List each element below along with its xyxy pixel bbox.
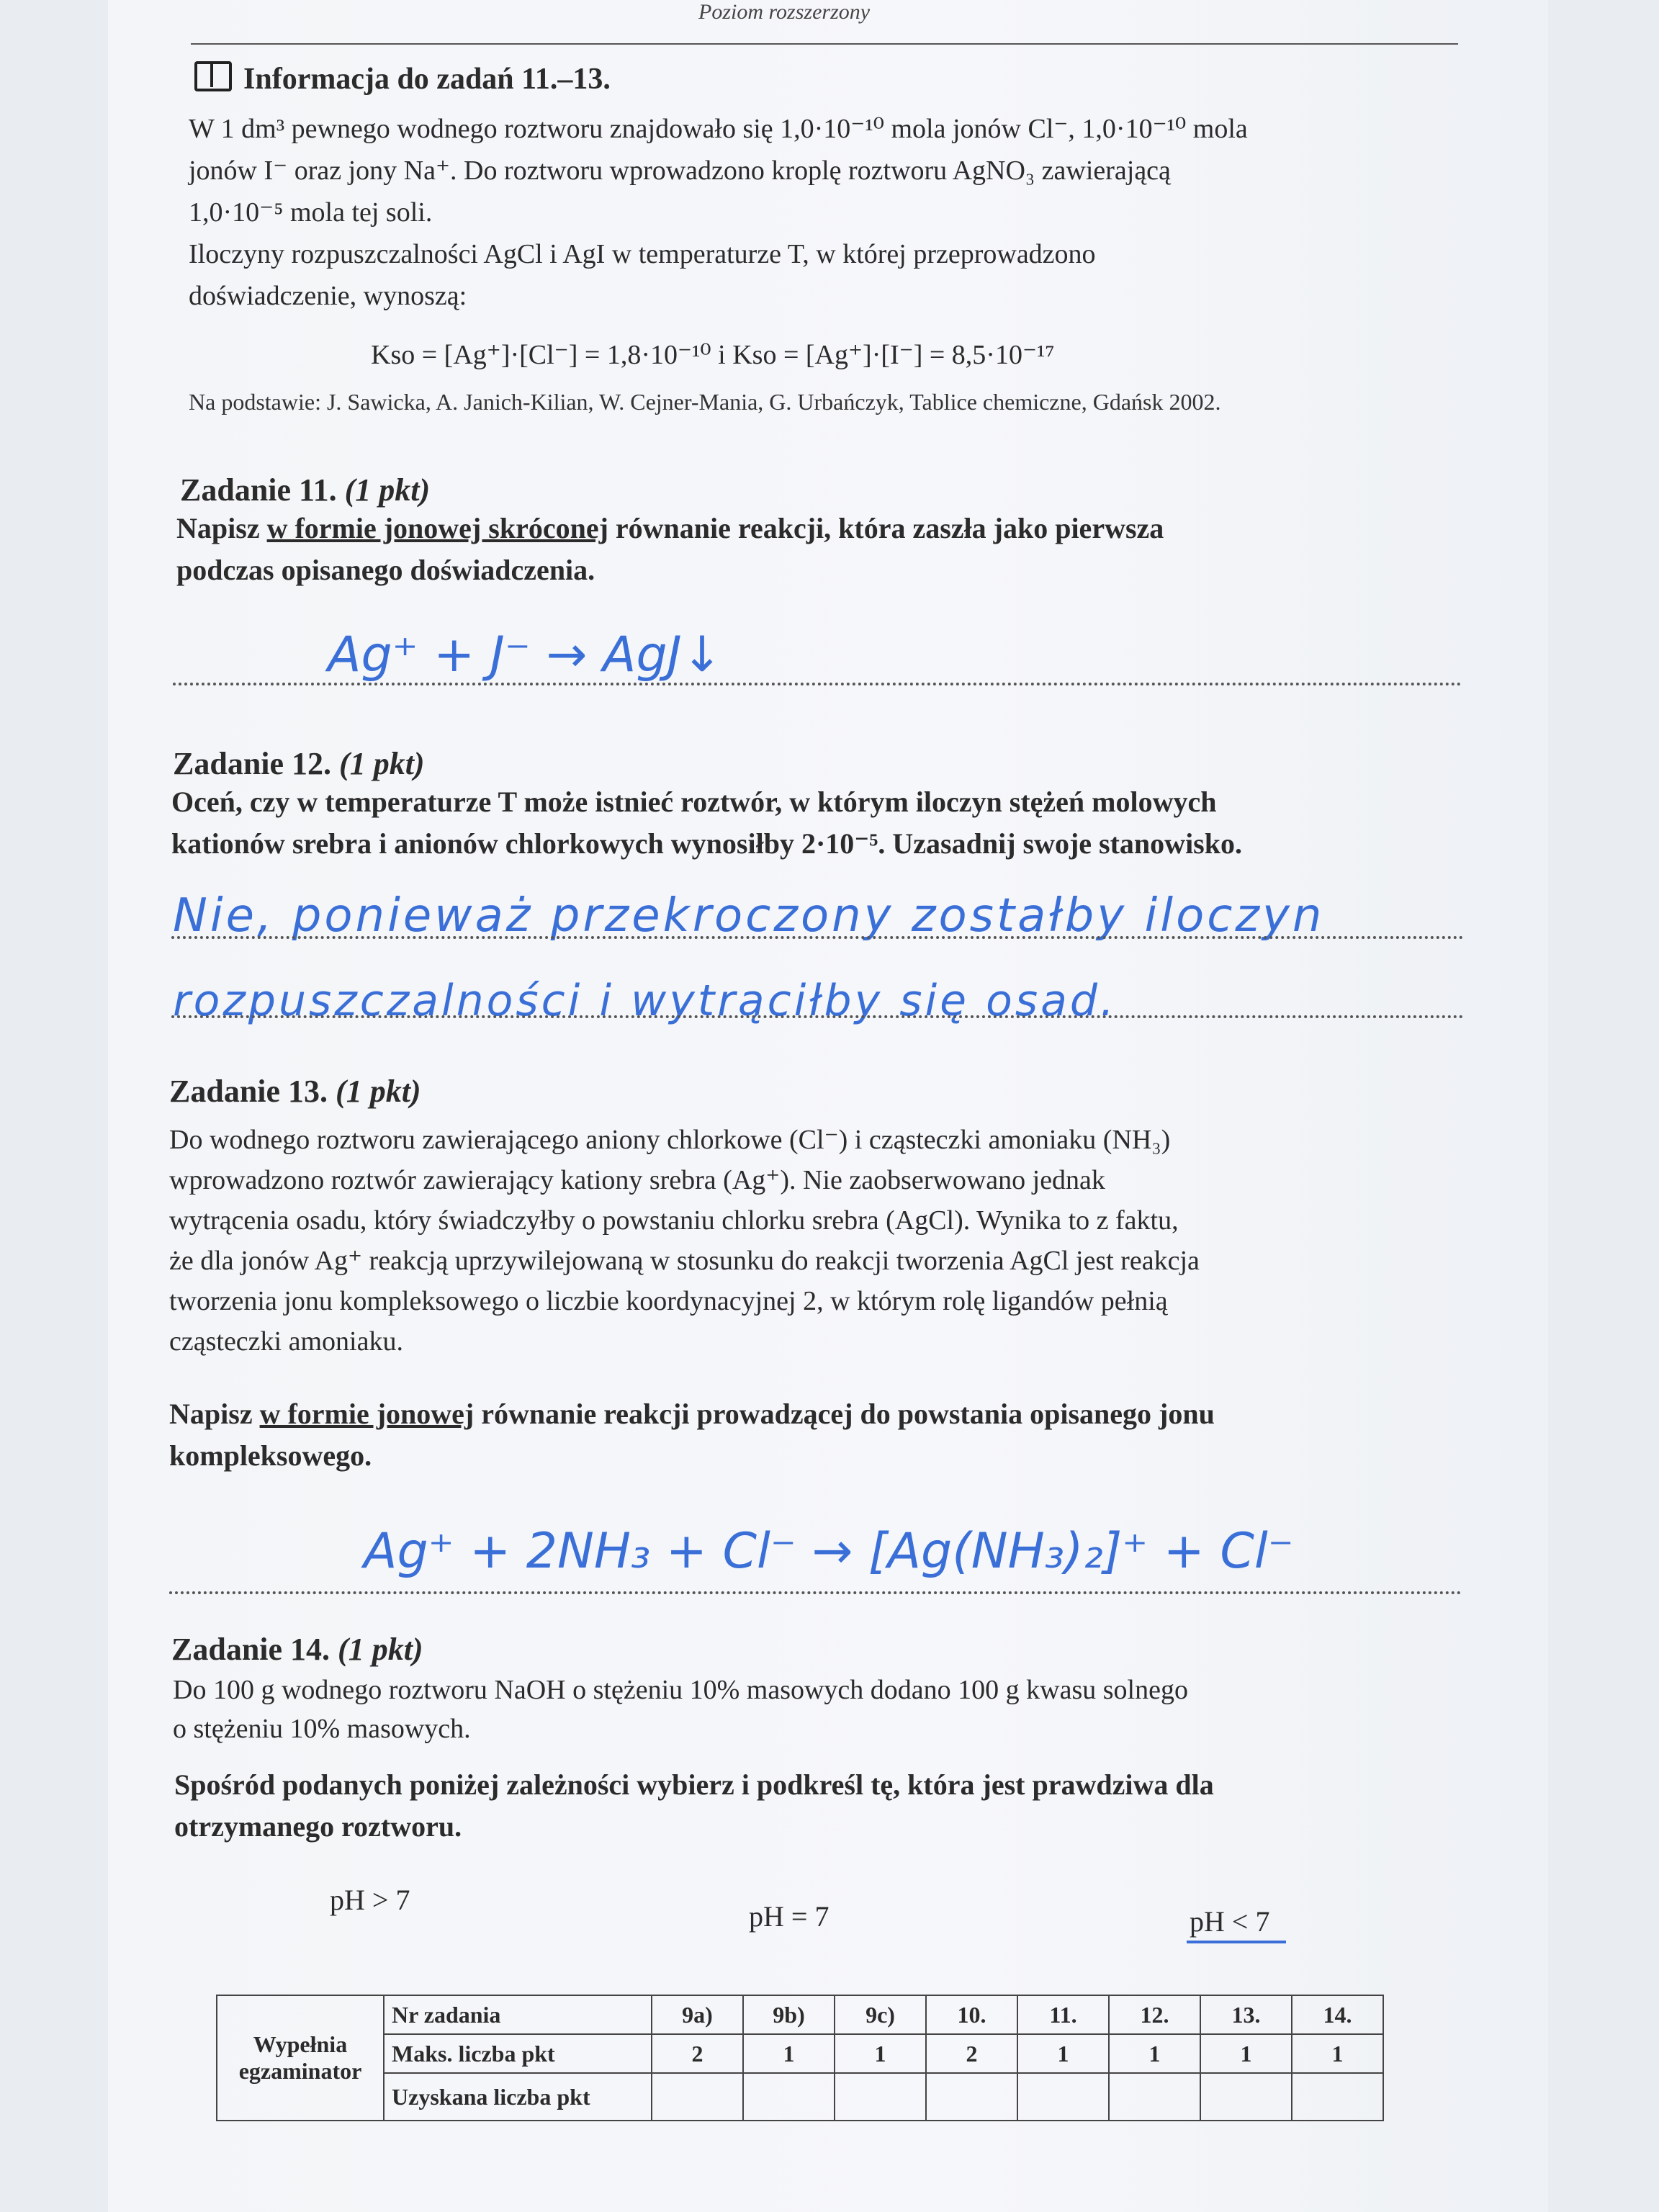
info-line-4: Iloczyny rozpuszczalności AgCl i AgI w temperaturze T, w której przeprowadzono — [189, 239, 1096, 269]
task12-answer-line2: rozpuszczalności i wytrąciłby się osad. — [173, 976, 1118, 1026]
info-line-5: doświadczenie, wynoszą: — [189, 281, 467, 311]
obtained-points-cell[interactable] — [743, 2073, 835, 2121]
task13-answer: Ag⁺ + 2NH₃ + Cl⁻ → [Ag(NH₃)₂]⁺ + Cl⁻ — [364, 1523, 1294, 1580]
option-ph-greater[interactable]: pH > 7 — [330, 1884, 410, 1916]
obtained-points-cell[interactable] — [926, 2073, 1017, 2121]
task13-number: Zadanie 13. — [169, 1074, 328, 1109]
task12-answer-line-1[interactable] — [171, 936, 1464, 939]
info-title — [194, 61, 611, 96]
task14-points: (1 pkt) — [338, 1632, 423, 1667]
task11-number: Zadanie 11. — [180, 472, 337, 508]
task14-question — [174, 1764, 1463, 1848]
info-text — [189, 108, 1456, 317]
max-points-cell: 1 — [835, 2034, 926, 2073]
row-label-max: Maks. liczba pkt — [384, 2034, 652, 2073]
task12-question — [171, 781, 1464, 865]
obtained-points-cell[interactable] — [652, 2073, 743, 2121]
examiner-label-2: egzaminator — [238, 2058, 362, 2084]
obtained-points-cell[interactable] — [835, 2073, 926, 2121]
task11-question — [176, 508, 1462, 591]
task11-answer: Ag⁺ + J⁻ → AgJ↓ — [328, 626, 723, 683]
task13-q-post: równanie reakcji prowadzącej do powstania opisanego jonu — [474, 1398, 1215, 1430]
option-ph-equal[interactable]: pH = 7 — [749, 1900, 830, 1933]
task13-line-3: wytrącenia osadu, który świadczyłby o powstaniu chlorku srebra (AgCl). Wynika to z faktu, — [169, 1205, 1179, 1236]
task11-answer-line[interactable] — [173, 683, 1462, 685]
task13-points: (1 pkt) — [336, 1074, 421, 1109]
selected-option-underline — [1187, 1941, 1286, 1943]
source-citation: Na podstawie: J. Sawicka, A. Janich-Kilian, W. Cejner-Mania, G. Urbańczyk, Tablice chemiczne, Gdańsk 2002. — [189, 389, 1221, 415]
score-table — [216, 1995, 1384, 2121]
obtained-points-cell[interactable] — [1200, 2073, 1292, 2121]
option-ph-less[interactable]: pH < 7 — [1190, 1905, 1270, 1938]
task12-q-line1: Oceń, czy w temperaturze T może istnieć roztwór, w którym iloczyn stężeń molowych — [171, 786, 1217, 818]
obtained-points-cell[interactable] — [1109, 2073, 1200, 2121]
task13-text — [169, 1120, 1469, 1362]
task-cell: 12. — [1109, 1995, 1200, 2034]
task-cell: 11. — [1017, 1995, 1109, 2034]
task-cell: 10. — [926, 1995, 1017, 2034]
task14-number: Zadanie 14. — [171, 1632, 331, 1667]
book-icon — [194, 61, 232, 91]
task13-q-line2: kompleksowego. — [169, 1439, 372, 1472]
info-line-2: jonów I⁻ oraz jony Na⁺. Do roztworu wprowadzono kroplę roztworu AgNO₃ zawierającą — [189, 156, 1171, 186]
task13-question — [169, 1393, 1465, 1477]
task11-q-line2: podczas opisanego doświadczenia. — [176, 554, 595, 586]
task12-points: (1 pkt) — [339, 746, 425, 781]
info-title-text: Informacja do zadań 11.–13. — [243, 63, 611, 96]
obtained-points-cell[interactable] — [1292, 2073, 1383, 2121]
task12-answer-line1: Nie, ponieważ przekroczony zostałby iloczyn — [173, 889, 1325, 943]
task-cell: 13. — [1200, 1995, 1292, 2034]
task13-line-1: Do wodnego roztworu zawierającego aniony chlorkowe (Cl⁻) i cząsteczki amoniaku (NH₃) — [169, 1125, 1171, 1155]
task13-line-2: wprowadzono roztwór zawierający kationy srebra (Ag⁺). Nie zaobserwowano jednak — [169, 1165, 1105, 1195]
max-points-cell: 1 — [1292, 2034, 1383, 2073]
task14-line-2: o stężeniu 10% masowych. — [173, 1714, 471, 1744]
info-line-1: W 1 dm³ pewnego wodnego roztworu znajdowało się 1,0·10⁻¹⁰ mola jonów Cl⁻, 1,0·10⁻¹⁰ mola — [189, 114, 1248, 144]
max-points-cell: 1 — [1109, 2034, 1200, 2073]
ksp-formula: Kso = [Ag⁺]·[Cl⁻] = 1,8·10⁻¹⁰ i Kso = [Ag⁺]·[I⁻] = 8,5·10⁻¹⁷ — [371, 340, 1055, 370]
examiner-label-1: Wypełnia — [253, 2031, 348, 2057]
task14-line-1: Do 100 g wodnego roztworu NaOH o stężeniu 10% masowych dodano 100 g kwasu solnego — [173, 1675, 1188, 1705]
row-label-obtained: Uzyskana liczba pkt — [384, 2073, 652, 2121]
task14-title — [171, 1631, 423, 1668]
max-points-cell: 1 — [1017, 2034, 1109, 2073]
task11-title — [180, 472, 430, 508]
task11-points: (1 pkt) — [344, 472, 431, 508]
task12-q-line2: kationów srebra i anionów chlorkowych wynosiłby 2·10⁻⁵. Uzasadnij swoje stanowisko. — [171, 827, 1242, 860]
max-points-cell: 2 — [652, 2034, 743, 2073]
task11-q-pre: Napisz — [176, 512, 267, 544]
row-label-task: Nr zadania — [384, 1995, 652, 2034]
task11-q-underlined: w formie jonowej skróconej — [266, 512, 608, 544]
task13-line-6: cząsteczki amoniaku. — [169, 1326, 403, 1357]
obtained-points-cell[interactable] — [1017, 2073, 1109, 2121]
task13-line-4: że dla jonów Ag⁺ reakcją uprzywilejowaną w stosunku do reakcji tworzenia AgCl jest reakcja — [169, 1246, 1200, 1276]
examiner-label-cell — [217, 1995, 384, 2121]
task13-q-pre: Napisz — [169, 1398, 260, 1430]
task-cell: 9b) — [743, 1995, 835, 2034]
header-rule — [191, 43, 1458, 45]
header-level: Poziom rozszerzony — [698, 0, 871, 24]
max-points-cell: 1 — [1200, 2034, 1292, 2073]
task14-text — [173, 1671, 1462, 1748]
task13-q-underlined: w formie jonowej — [259, 1398, 475, 1430]
task14-q-line2: otrzymanego roztworu. — [174, 1810, 462, 1843]
task12-number: Zadanie 12. — [173, 746, 332, 781]
task14-q-line1: Spośród podanych poniżej zależności wybierz i podkreśl tę, która jest prawdziwa dla — [174, 1768, 1214, 1801]
task-cell: 14. — [1292, 1995, 1383, 2034]
task12-answer-line-2[interactable] — [171, 1015, 1464, 1018]
task13-line-5: tworzenia jonu kompleksowego o liczbie koordynacyjnej 2, w którym rolę ligandów pełnią — [169, 1286, 1168, 1316]
task-cell: 9a) — [652, 1995, 743, 2034]
info-line-3: 1,0·10⁻⁵ mola tej soli. — [189, 197, 433, 228]
task13-title — [169, 1073, 421, 1110]
task13-answer-line[interactable] — [169, 1591, 1462, 1594]
max-points-cell: 1 — [743, 2034, 835, 2073]
task-cell: 9c) — [835, 1995, 926, 2034]
task12-title — [173, 745, 425, 782]
max-points-cell: 2 — [926, 2034, 1017, 2073]
task11-q-post: równanie reakcji, która zaszła jako pierwsza — [608, 512, 1164, 544]
